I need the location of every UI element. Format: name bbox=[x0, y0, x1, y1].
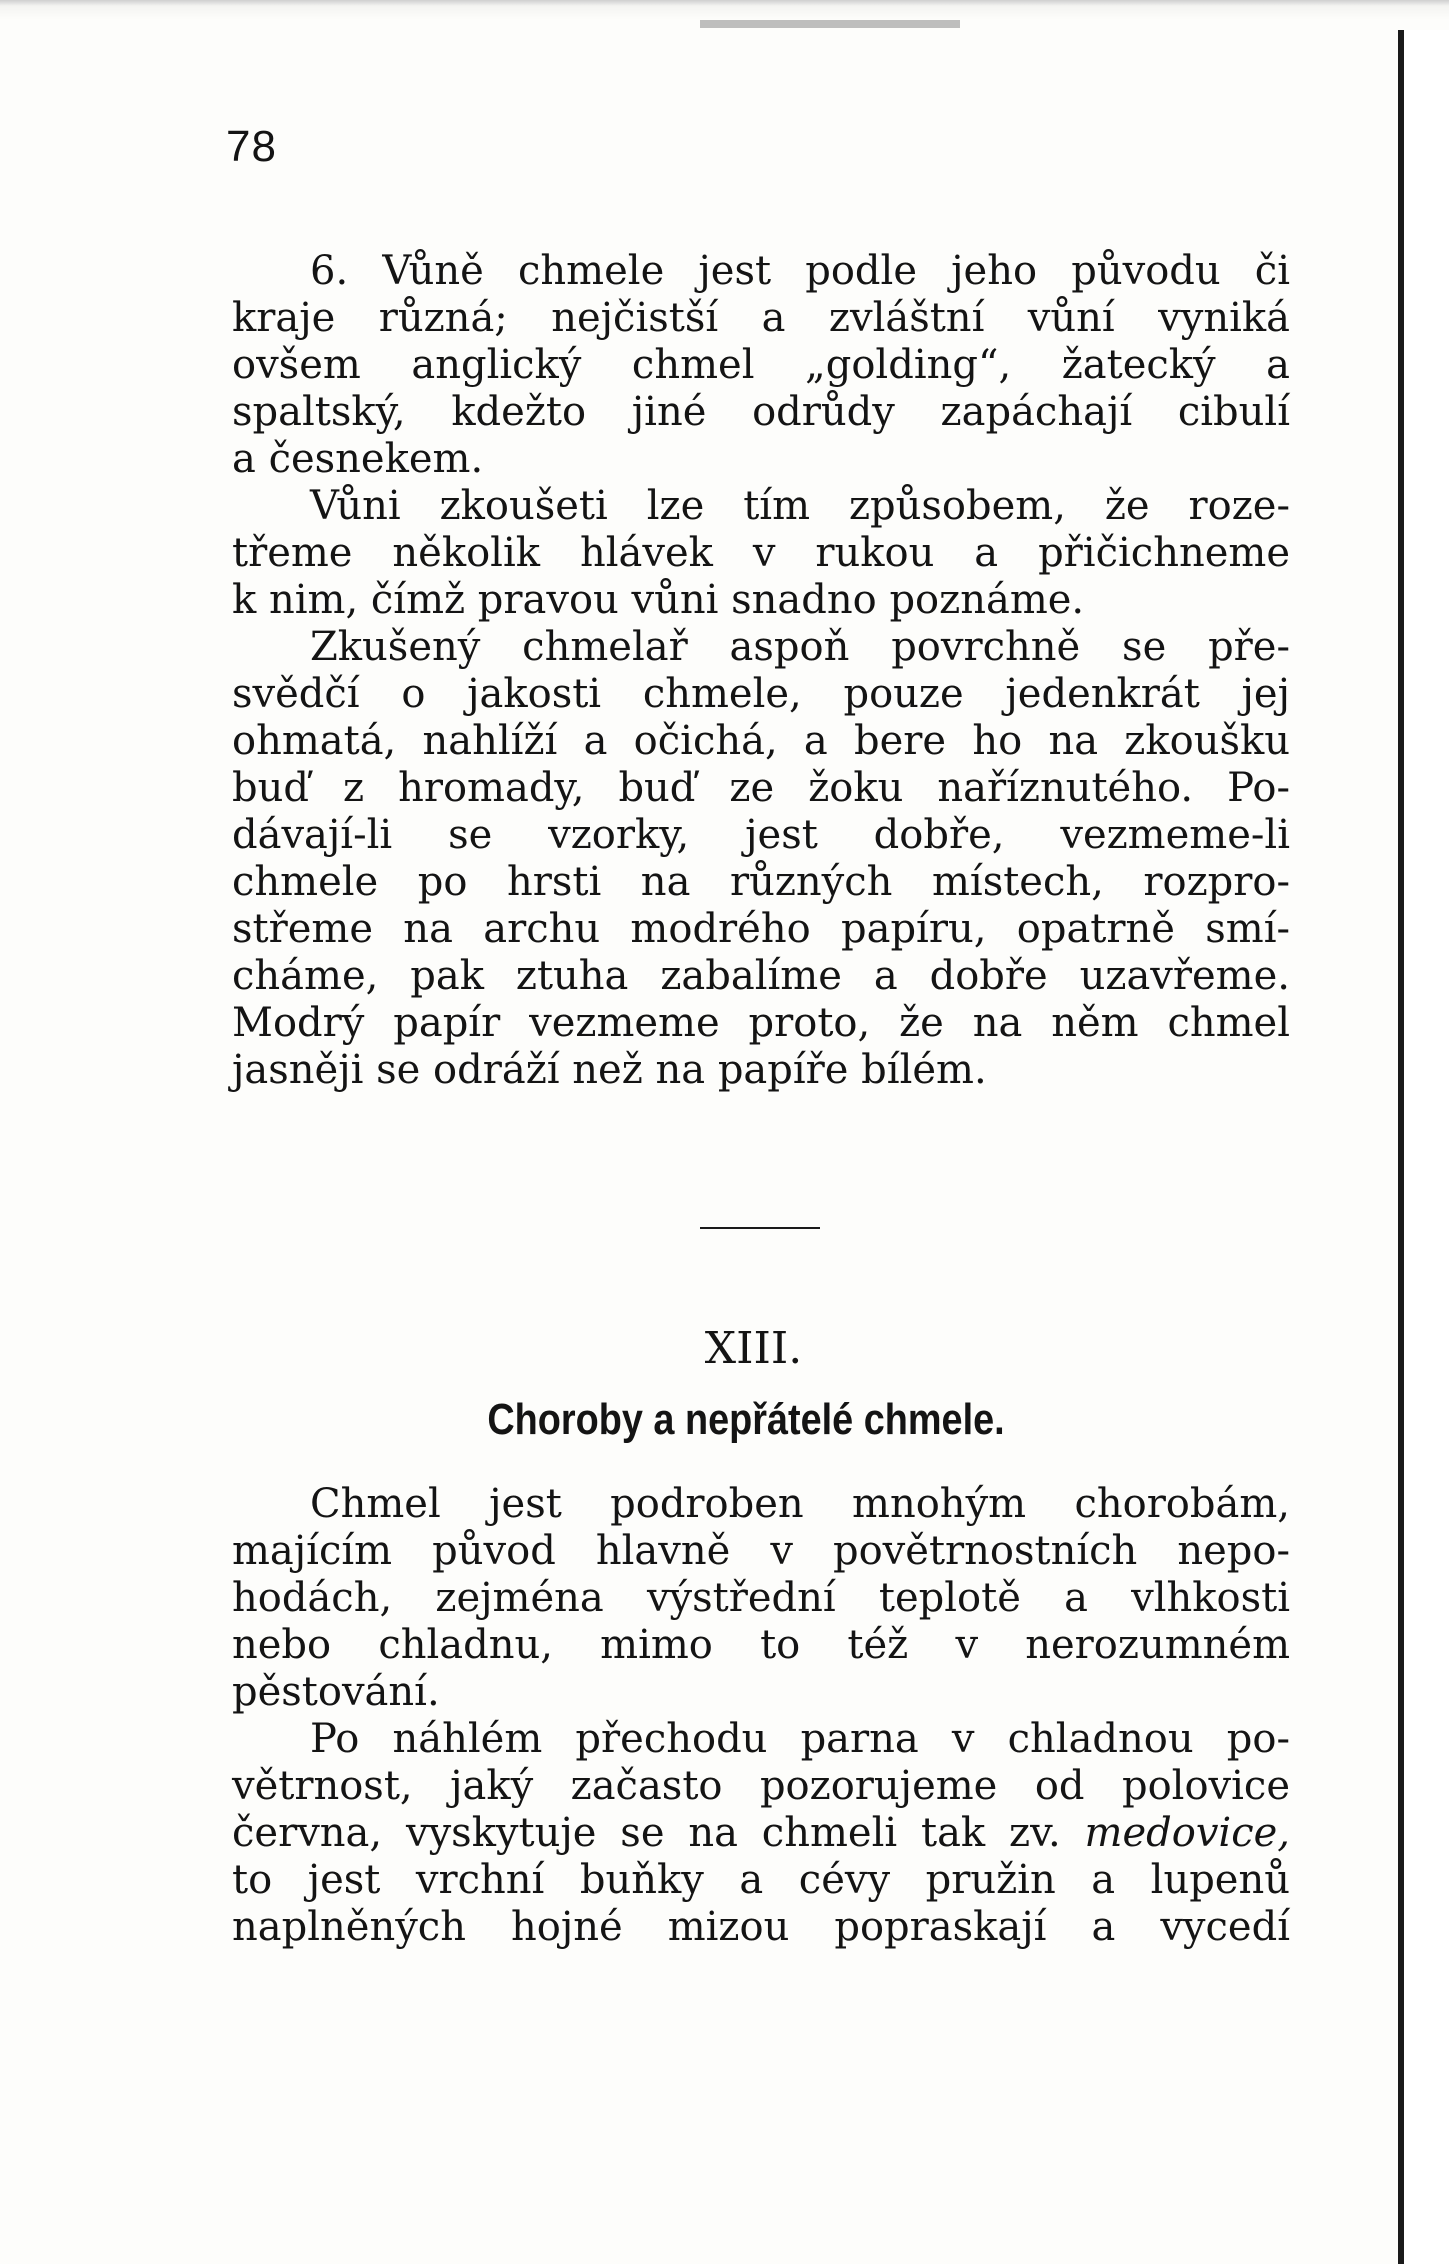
text-line: 6. Vůně chmele jest podle jeho původu či bbox=[310, 248, 1290, 294]
text-line: Zkušený chmelař aspoň povrchně se pře- bbox=[310, 624, 1290, 670]
text-line: to jest vrchní buňky a cévy pružin a lupenů bbox=[232, 1857, 1290, 1903]
text-line: jasněji se odráží než na papíře bílém. bbox=[232, 1047, 987, 1093]
chapter-number: XIII. bbox=[704, 1323, 803, 1374]
text-line: Po náhlém přechodu parna v chladnou po- bbox=[310, 1716, 1290, 1762]
text-line: cháme, pak ztuha zabalíme a dobře uzavřeme. bbox=[232, 953, 1290, 999]
text-line: třeme několik hlávek v rukou a přičichneme bbox=[232, 530, 1290, 576]
text-line: Chmel jest podroben mnohým chorobám, bbox=[310, 1481, 1290, 1527]
scan-right-edge bbox=[1398, 30, 1404, 2264]
text-line-part: června, vyskytuje se na chmeli tak zv. bbox=[232, 1810, 1085, 1856]
text-line: pěstování. bbox=[232, 1669, 440, 1715]
text-line: kraje různá; nejčistší a zvláštní vůní vyniká bbox=[232, 295, 1290, 341]
chapter-title: Choroby a nepřátelé chmele. bbox=[487, 1395, 1005, 1444]
text-line: Modrý papír vezmeme proto, že na něm chmel bbox=[232, 1000, 1290, 1046]
text-line: ohmatá, nahlíží a očichá, a bere ho na zkoušku bbox=[232, 718, 1290, 764]
text-line: větrnost, jaký začasto pozorujeme od polovice bbox=[232, 1763, 1290, 1809]
text-line: chmele po hrsti na různých místech, rozpro- bbox=[232, 859, 1290, 905]
section-divider bbox=[700, 1227, 820, 1229]
text-line: hodách, zejména výstřední teplotě a vlhkosti bbox=[232, 1575, 1290, 1621]
text-line: spaltský, kdežto jiné odrůdy zapáchají cibulí bbox=[232, 389, 1290, 435]
text-line: nebo chladnu, mimo to též v nerozumném bbox=[232, 1622, 1290, 1668]
scan-top-mark bbox=[700, 20, 960, 28]
text-line: naplněných hojné mizou popraskají a vycedí bbox=[232, 1904, 1290, 1950]
text-line: buď z hromady, buď ze žoku naříznutého. Po- bbox=[232, 765, 1290, 811]
page-number: 78 bbox=[226, 122, 277, 171]
italic-term: medovice, bbox=[1084, 1810, 1290, 1856]
text-line: svědčí o jakosti chmele, pouze jedenkrát jej bbox=[232, 671, 1290, 717]
scan-right-margin bbox=[1398, 30, 1449, 2264]
text-line: Vůni zkoušeti lze tím způsobem, že roze- bbox=[310, 483, 1290, 529]
text-line: dávají-li se vzorky, jest dobře, vezmeme-li bbox=[232, 812, 1290, 858]
text-line: majícím původ hlavně v povětrnostních nepo- bbox=[232, 1528, 1290, 1574]
text-line: k nim, čímž pravou vůni snadno poznáme. bbox=[232, 577, 1085, 623]
text-line: a česnekem. bbox=[232, 436, 484, 482]
text-block-after bbox=[232, 1481, 1290, 1951]
text-block-before bbox=[232, 248, 1290, 1094]
text-line: ovšem anglický chmel „golding“, žatecký a bbox=[232, 342, 1290, 388]
text-line: střeme na archu modrého papíru, opatrně smí- bbox=[232, 906, 1290, 952]
text-line-with-term bbox=[232, 1810, 1290, 1857]
